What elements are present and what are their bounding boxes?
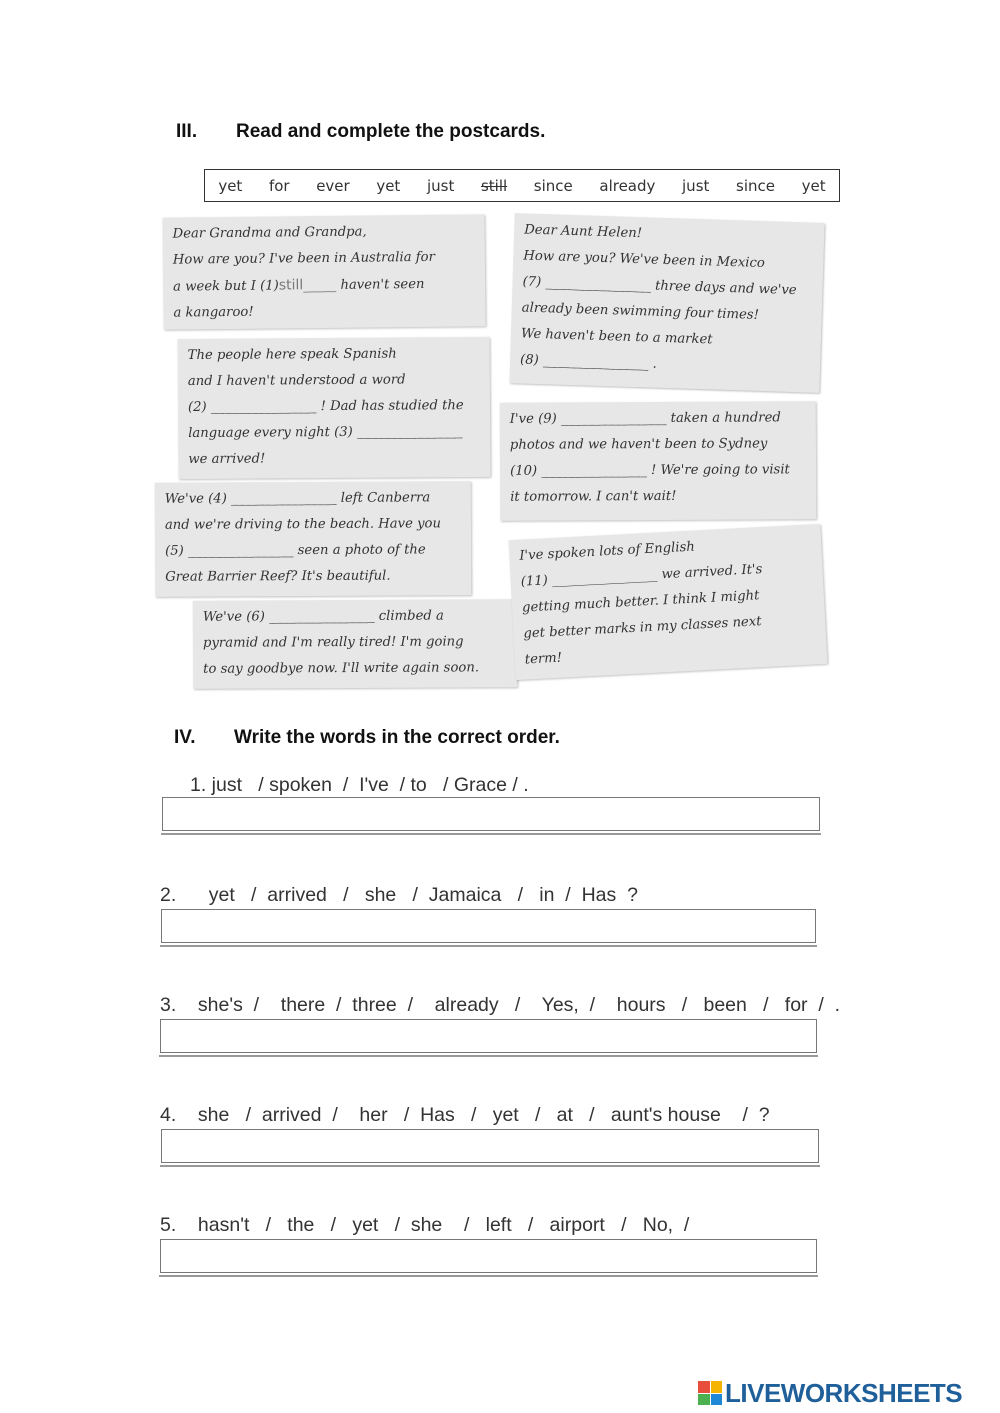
word-bank bbox=[204, 169, 840, 202]
postcard-line: and I haven't understood a word bbox=[187, 372, 406, 390]
blank-10-input[interactable]: ________________ bbox=[541, 463, 647, 479]
postcard-line: photos and we haven't been to Sydney bbox=[509, 436, 768, 453]
answer-1-input[interactable] bbox=[162, 797, 820, 831]
postcard-aunt-helen bbox=[509, 213, 824, 393]
postcard-line: How are you? I've been in Australia for bbox=[172, 249, 435, 268]
postcard-line: The people here speak Spanish bbox=[187, 346, 397, 364]
postcard-line bbox=[188, 393, 480, 421]
postcard-line bbox=[165, 537, 461, 565]
postcard-line: get better marks in my classes next bbox=[523, 614, 762, 642]
postcard-text: (7) bbox=[522, 274, 546, 291]
postcard-line: How are you? We've been in Mexico bbox=[523, 248, 766, 272]
answer-4-input[interactable] bbox=[161, 1129, 819, 1163]
postcard-spanish bbox=[178, 337, 491, 479]
postcard-text: seen a photo of the bbox=[293, 542, 426, 559]
postcard-text: language every night (3) bbox=[188, 424, 358, 442]
postcard-line bbox=[203, 603, 507, 631]
postcard-english bbox=[509, 524, 828, 680]
postcard-line: to say goodbye now. I'll write again soon. bbox=[203, 660, 480, 677]
postcard-line: I've spoken lots of English bbox=[519, 539, 696, 564]
logo-square bbox=[698, 1381, 710, 1393]
postcard-text: three days and we've bbox=[650, 278, 797, 299]
postcard-text: We've (4) bbox=[164, 491, 232, 507]
word-bank-item: yet bbox=[376, 176, 401, 195]
postcard-text: . bbox=[648, 356, 658, 372]
blank-1-answer[interactable]: still bbox=[278, 277, 304, 294]
postcard-line: getting much better. I think I might bbox=[521, 588, 760, 616]
postcard-line: We haven't been to a market bbox=[520, 326, 713, 348]
blank-dots: _____ bbox=[303, 277, 337, 294]
logo-square bbox=[711, 1381, 723, 1393]
answer-5-input[interactable] bbox=[160, 1239, 817, 1273]
section-3-title: Read and complete the postcards. bbox=[236, 121, 546, 142]
postcard-text: left Canberra bbox=[336, 490, 431, 506]
section-4-title: Write the words in the correct order. bbox=[234, 727, 560, 748]
word-bank-item: already bbox=[599, 176, 656, 195]
blank-9-input[interactable]: ________________ bbox=[560, 410, 667, 427]
postcard-line: Dear Aunt Helen! bbox=[523, 222, 643, 242]
postcard-text: climbed a bbox=[374, 608, 444, 624]
postcard-text: ! Dad has studied the bbox=[316, 398, 464, 415]
postcard-line: it tomorrow. I can't wait! bbox=[510, 488, 677, 505]
postcard-text: a week but I (1) bbox=[173, 278, 279, 295]
blank-7-input[interactable]: ________________ bbox=[545, 275, 652, 294]
word-bank-item: yet bbox=[801, 176, 826, 195]
blank-4-input[interactable]: ________________ bbox=[230, 490, 337, 507]
word-bank-item: for bbox=[268, 176, 290, 195]
blank-5-input[interactable]: ________________ bbox=[187, 543, 294, 559]
postcard-canberra bbox=[155, 481, 472, 597]
postcard-line bbox=[510, 405, 806, 433]
postcard-text: (2) bbox=[187, 399, 211, 416]
postcard-line bbox=[510, 457, 806, 485]
postcard-line bbox=[165, 485, 461, 513]
postcard-line bbox=[188, 419, 480, 447]
postcard-line: already been swimming four times! bbox=[521, 300, 760, 323]
postcard-line: Dear Grandma and Grandpa, bbox=[172, 224, 367, 242]
postcard-pyramid bbox=[193, 599, 517, 689]
postcard-text: haven't seen bbox=[336, 276, 425, 293]
section-4-heading bbox=[174, 727, 560, 749]
word-bank-item: since bbox=[736, 176, 775, 195]
liveworksheets-logo bbox=[698, 1378, 962, 1408]
word-bank-item: since bbox=[533, 176, 573, 195]
word-bank-item: ever bbox=[316, 176, 350, 195]
answer-2-input[interactable] bbox=[161, 909, 816, 943]
blank-11-input[interactable]: ________________ bbox=[551, 567, 658, 589]
question-1: 1. just / spoken / I've / to / Grace / . bbox=[190, 774, 529, 796]
postcard-text: I've (9) bbox=[509, 411, 561, 427]
postcard-text: (11) bbox=[520, 573, 553, 590]
blank-8-input[interactable]: ________________ bbox=[542, 353, 649, 372]
question-3: 3. she's / there / three / already / Yes, / hours / been / for / . bbox=[160, 994, 841, 1016]
postcard-line: and we're driving to the beach. Have you bbox=[164, 516, 442, 533]
blank-3-input[interactable]: ________________ bbox=[356, 424, 463, 440]
word-bank-item: just bbox=[682, 176, 710, 195]
question-5: 5. hasn't / the / yet / she / left / airport / No, / bbox=[160, 1214, 690, 1236]
postcard-text: (8) bbox=[519, 352, 544, 369]
postcard-text: (5) bbox=[165, 543, 188, 559]
postcard-text: taken a hundred bbox=[666, 410, 781, 426]
postcard-line: term! bbox=[524, 650, 563, 668]
postcard-line bbox=[173, 270, 475, 300]
postcard-line: we arrived! bbox=[188, 451, 266, 468]
postcard-text: ! We're going to visit bbox=[646, 462, 790, 479]
blank-6-input[interactable]: ________________ bbox=[269, 608, 375, 625]
postcard-text: we arrived. It's bbox=[656, 562, 763, 583]
postcard-line: pyramid and I'm really tired! I'm going bbox=[202, 634, 464, 651]
logo-text: LIVEWORKSHEETS bbox=[725, 1377, 963, 1408]
logo-square bbox=[698, 1394, 710, 1406]
postcard-text: (10) bbox=[510, 463, 542, 479]
postcard-line: a kangaroo! bbox=[173, 304, 254, 321]
postcard-line: Great Barrier Reef? It's beautiful. bbox=[165, 568, 391, 585]
section-3-heading bbox=[176, 121, 545, 143]
answer-3-input[interactable] bbox=[160, 1019, 817, 1053]
logo-mark-icon bbox=[698, 1381, 722, 1405]
question-4: 4. she / arrived / her / Has / yet / at / aunt's house / ? bbox=[160, 1104, 770, 1126]
logo-square bbox=[711, 1394, 723, 1406]
word-bank-item-struck: still bbox=[480, 176, 508, 195]
question-2: 2. yet / arrived / she / Jamaica / in / Has ? bbox=[160, 884, 638, 906]
postcard-grandparents bbox=[162, 214, 485, 329]
postcard-sydney bbox=[500, 401, 817, 521]
word-bank-item: yet bbox=[218, 176, 243, 195]
section-4-number: IV. bbox=[174, 727, 196, 748]
section-3-number: III. bbox=[176, 121, 198, 142]
blank-2-input[interactable]: ________________ bbox=[210, 399, 317, 415]
postcard-text: We've (6) bbox=[202, 609, 270, 625]
word-bank-item: just bbox=[426, 176, 455, 195]
